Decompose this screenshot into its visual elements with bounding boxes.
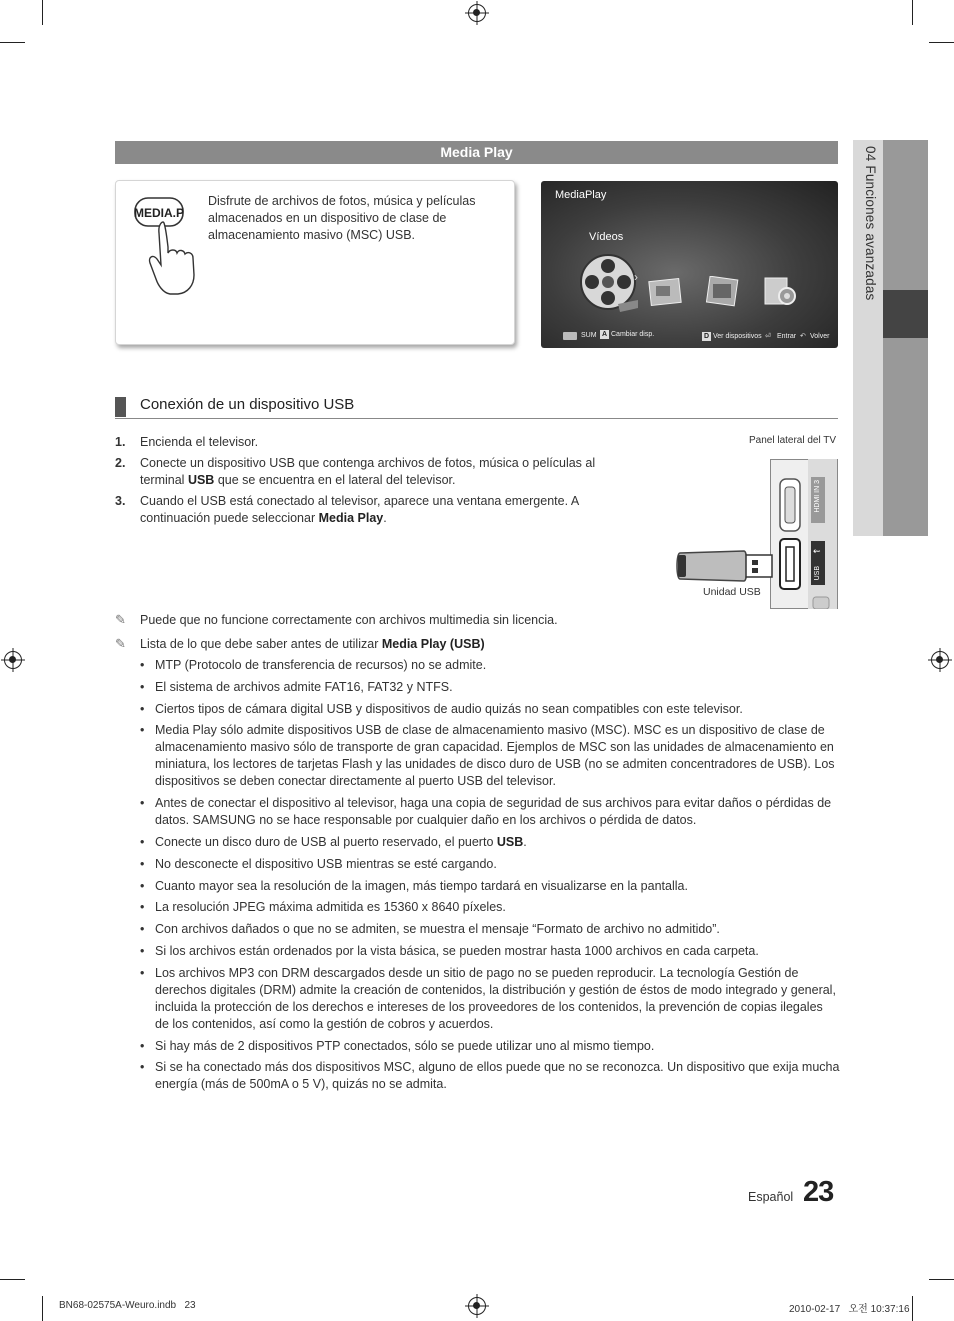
step-text: Cuando el USB está conectado al televisor, aparece una ventana emergente. A continuación puede seleccionar xyxy=(140,494,579,525)
bullet-text: Si hay más de 2 dispositivos PTP conectados, sólo se puede utilizar uno al mismo tiempo. xyxy=(155,1038,655,1053)
bullet-dot-icon: • xyxy=(140,834,145,849)
note-bold: Media Play (USB) xyxy=(381,637,485,651)
bullet-item xyxy=(140,657,840,674)
section-title: Media Play xyxy=(115,141,838,164)
step-item xyxy=(115,434,605,451)
bullet-dot-icon: • xyxy=(140,1038,145,1053)
bullet-item xyxy=(140,795,840,829)
back-icon: ↶ xyxy=(800,333,806,340)
crop-mark xyxy=(42,1296,43,1321)
print-slug-file: BN68-02575A-Weuro.indb 23 xyxy=(59,1300,196,1311)
music-icon xyxy=(704,276,740,308)
remote-hand-icon xyxy=(130,193,205,298)
change-device-label: Cambiar disp. xyxy=(611,331,655,338)
bullet-dot-icon: • xyxy=(140,856,145,871)
registration-mark-icon xyxy=(468,1297,486,1315)
steps-list xyxy=(115,434,605,531)
screen-help-bar xyxy=(541,326,838,348)
enter-icon: ⏎ xyxy=(765,333,771,340)
usb-sum-icon xyxy=(563,332,577,340)
crop-mark xyxy=(929,42,954,43)
step-text: Conecte un dispositivo USB que contenga archivos de fotos, música o películas al terminal xyxy=(140,456,596,487)
print-slug-date: 2010-02-17 오전 10:37:16 xyxy=(789,1304,910,1315)
registration-mark-icon xyxy=(4,651,22,669)
screen-selected-item: Vídeos xyxy=(589,231,624,243)
remote-button-label: MEDIA.P xyxy=(133,206,185,220)
bullet-bold: USB xyxy=(496,834,524,849)
usb-symbol-icon: ⇜ xyxy=(813,546,821,556)
bullet-item xyxy=(140,701,840,718)
chapter-tab-marker xyxy=(883,290,928,338)
bullet-text: La resolución JPEG máxima admitida es 15360 x 8640 píxeles. xyxy=(155,900,506,915)
step-bold: USB xyxy=(187,473,215,487)
note-item xyxy=(115,636,815,653)
bullet-dot-icon: • xyxy=(140,1060,145,1075)
crop-mark xyxy=(0,1279,25,1280)
page-number: 23 xyxy=(803,1176,834,1208)
tv-side-panel xyxy=(770,459,838,609)
bullet-dot-icon: • xyxy=(140,922,145,937)
bullet-dot-icon: • xyxy=(140,878,145,893)
bullet-text: Con archivos dañados o que no se admiten, se muestra el mensaje “Formato de archivo no admitido”. xyxy=(155,922,720,937)
usb-caption: Unidad USB xyxy=(703,586,761,598)
note-text: Puede que no funcione correctamente con archivos multimedia sin licencia. xyxy=(140,613,558,627)
bullet-item xyxy=(140,722,840,790)
key-a-badge: A xyxy=(601,331,608,338)
crop-mark xyxy=(0,42,25,43)
subsection-rule xyxy=(115,418,838,419)
registration-mark-icon xyxy=(931,651,949,669)
bullet-item xyxy=(140,834,840,851)
bullet-dot-icon: • xyxy=(140,679,145,694)
bullet-item xyxy=(140,1038,840,1055)
photos-icon xyxy=(648,276,684,308)
bullet-text: Cuanto mayor sea la resolución de la imagen, más tiempo tardará en visualizarse en la pantalla. xyxy=(155,878,688,893)
hdmi-port-label: HDMI IN 3 xyxy=(814,480,821,513)
bullet-item xyxy=(140,899,840,916)
note-text: Lista de lo que debe saber antes de utilizar xyxy=(140,637,382,651)
bullet-dot-icon: • xyxy=(140,796,145,811)
chapter-tab-edge xyxy=(883,140,928,536)
footer-language: Español xyxy=(748,1190,794,1204)
note-pencil-icon: ✎ xyxy=(115,612,126,627)
bullet-text: Si los archivos están ordenados por la vista básica, se pueden mostrar hasta 1000 archivos en cada carpeta. xyxy=(155,943,759,958)
bullet-text: Si se ha conectado más dos dispositivos MSC, alguno de ellos puede que no se reconozca. Un dispositivo que exija mucha energía (más de 500mA o 5 V), quizás no se admita. xyxy=(155,1060,840,1092)
step-bold: Media Play xyxy=(318,511,384,525)
bullet-text: Los archivos MP3 con DRM descargados desde un sitio de pago no se pueden reproducir. La tecnología Gestión de derechos digitales (DRM) admite la creación de contenidos, la distribución y gestión de éstos de modo integrado y general, incluida la protección de los derechos e intereses de los proveedores de los contenidos, la prevención de copias ilegales de los contenidos, así como la gestión de cobros y acuerdos. xyxy=(155,965,836,1031)
step-text: Encienda el televisor. xyxy=(140,435,259,449)
note-text-wrap xyxy=(140,636,485,653)
bullet-text: Media Play sólo admite dispositivos USB de clase de almacenamiento masivo (MSC). MSC es un dispositivo de clase de almacenamiento masivo sólo de transporte de gran capacidad. Ejemplos de MSC son las unidades de almacenamiento en miniatura, los lectores de tarjetas Flash y las unidades de disco duro de USB (no se admiten concentradores de USB). Los dispositivos se deben conectar directamente al puerto USB del televisor. xyxy=(155,723,835,789)
bullet-text: Antes de conectar el dispositivo al televisor, haga una copia de seguridad de sus archivos para evitar daños o pérdidas de datos. SAMSUNG no se hace responsable por cualquier daño en los archivos o pérdida de datos. xyxy=(155,796,832,828)
crop-mark xyxy=(912,1296,913,1321)
step-number: 1. xyxy=(115,435,126,449)
step-item xyxy=(115,493,605,527)
sum-label: SUM xyxy=(581,332,597,339)
note-pencil-icon: ✎ xyxy=(115,636,126,651)
bullet-text: Conecte un disco duro de USB al puerto reservado, el puerto xyxy=(155,834,497,849)
bullet-dot-icon: • xyxy=(140,701,145,716)
view-devices-label: Ver dispositivos xyxy=(713,333,762,340)
settings-icon xyxy=(763,276,799,308)
back-label: Volver xyxy=(810,333,830,340)
crop-mark xyxy=(929,1279,954,1280)
crop-mark xyxy=(912,0,913,25)
usb-drive-icon xyxy=(676,549,778,583)
step-number: 2. xyxy=(115,456,126,470)
chapter-tab-label: 04 Funciones avanzadas xyxy=(863,146,878,301)
step-text: . xyxy=(383,511,387,525)
key-d-badge: D xyxy=(703,333,710,340)
bullet-item xyxy=(140,921,840,938)
bullet-dot-icon: • xyxy=(140,723,145,738)
intro-text: Disfrute de archivos de fotos, música y películas almacenados en un dispositivo de clase de almacenamiento masivo (MSC) USB. xyxy=(208,194,476,242)
subsection-marker xyxy=(115,397,126,417)
bullet-dot-icon: • xyxy=(140,658,145,672)
bullet-item xyxy=(140,856,840,873)
bullet-item xyxy=(140,1059,840,1093)
bullet-dot-icon: • xyxy=(140,943,145,958)
chevron-right-icon: › xyxy=(634,270,638,284)
bullet-text: El sistema de archivos admite FAT16, FAT32 y NTFS. xyxy=(155,679,453,694)
bullet-dot-icon: • xyxy=(140,965,145,980)
bullet-text: Ciertos tipos de cámara digital USB y dispositivos de audio quizás no sean compatibles con este televisor. xyxy=(155,701,743,716)
registration-mark-icon xyxy=(468,4,486,22)
bullet-text: . xyxy=(523,834,527,849)
screen-title: MediaPlay xyxy=(555,189,607,201)
bullet-item xyxy=(140,943,840,960)
note-item xyxy=(115,612,815,629)
subsection-heading: Conexión de un dispositivo USB xyxy=(140,396,355,413)
step-number: 3. xyxy=(115,494,126,508)
crop-mark xyxy=(42,0,43,25)
panel-caption: Panel lateral del TV xyxy=(749,435,837,446)
bullet-dot-icon: • xyxy=(140,900,145,915)
bullet-item xyxy=(140,878,840,895)
bullet-item xyxy=(140,679,840,696)
usb-port-label: USB xyxy=(814,566,821,581)
film-reel-icon xyxy=(578,252,640,314)
bullet-item xyxy=(140,965,840,1033)
bullet-list xyxy=(140,657,840,1098)
step-item xyxy=(115,455,605,489)
bullet-text: No desconecte el dispositivo USB mientras se esté cargando. xyxy=(155,856,497,871)
enter-label: Entrar xyxy=(777,333,797,340)
bullet-text: MTP (Protocolo de transferencia de recursos) no se admite. xyxy=(155,658,487,672)
step-text: que se encuentra en el lateral del televisor. xyxy=(214,473,456,487)
